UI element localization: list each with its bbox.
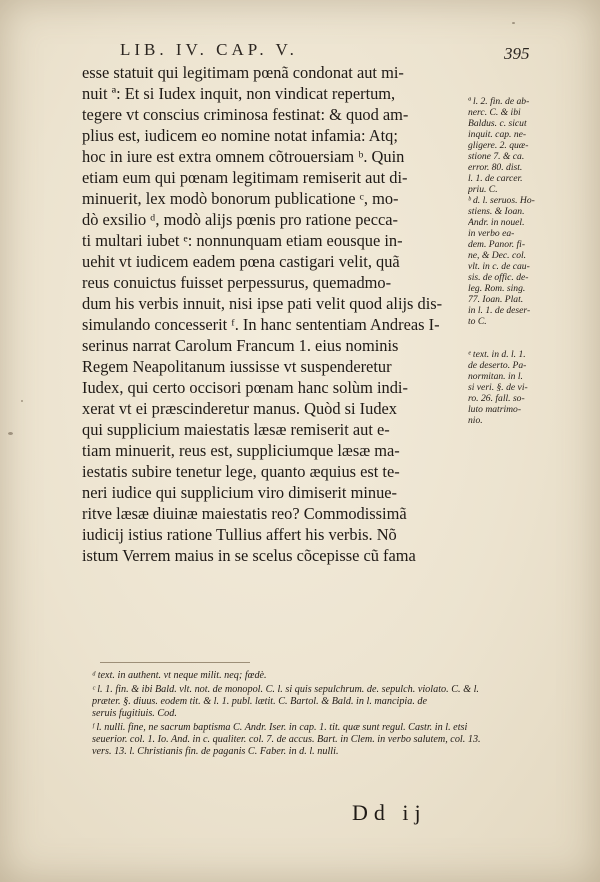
footnotes-block	[92, 670, 552, 758]
margin-note-line: stione 7. & ca.	[468, 151, 525, 162]
text-line: nuit ª: Et si Iudex inquit, non vindicat repertum,	[82, 84, 396, 103]
text-line: ritve læsæ diuinæ maiestatis reo? Commodissimã	[82, 504, 407, 523]
footnote-divider	[100, 662, 250, 663]
running-head: LIB. IV. CAP. V.	[120, 40, 298, 59]
text-line: simulando concesserit ᶠ. In hanc sententiam Andreas I-	[82, 315, 440, 334]
page-number: 395	[504, 44, 530, 63]
margin-note-line: nerc. C. & ibi	[468, 107, 521, 118]
text-line: dò exsilio ᵈ, modò alijs pœnis pro ratione pecca-	[82, 210, 398, 229]
margin-note-line: gligere. 2. quæ-	[468, 140, 529, 151]
margin-note-line	[468, 338, 568, 349]
margin-note-line: ne, & Dec. col.	[468, 250, 527, 261]
margin-note-line: ro. 26. fall. so-	[468, 393, 525, 404]
footnote-line: ᶠ l. nulli. fine, ne sacrum baptisma C. Andr. Iser. in cap. 1. tit. quæ sunt regul. Castr. in l. etsi	[92, 722, 468, 733]
margin-note-line: nio.	[468, 415, 483, 426]
text-line: iudicij istius ratione Tullius affert his verbis. Nõ	[82, 525, 397, 544]
margin-note-line: normitan. in l.	[468, 371, 523, 382]
margin-note-line: in l. 1. de deser-	[468, 305, 531, 316]
text-line: Regem Neapolitanum iussisse vt suspenderetur	[82, 357, 392, 376]
margin-note-line: Andr. in nouel.	[468, 217, 525, 228]
text-line: esse statuit qui legitimam pœnã condonat aut mi-	[82, 63, 404, 82]
main-text-block	[82, 62, 470, 566]
paper-speck	[21, 400, 23, 402]
text-line: qui supplicium maiestatis læsæ remiserit aut e-	[82, 420, 390, 439]
margin-note-line: error. 80. dist.	[468, 162, 523, 173]
margin-note-line: 77. Ioan. Plat.	[468, 294, 524, 305]
text-line: neri iudice qui supplicium viro dimiserit minue-	[82, 483, 398, 502]
text-line: dum his verbis innuit, nisi ipse pati velit quod alijs dis-	[82, 294, 443, 313]
margin-note-line: de deserto. Pa-	[468, 360, 527, 371]
footnote-line: ᵈ text. in authent. vt neque milit. neq; fœdè.	[92, 670, 267, 681]
margin-note-line	[468, 327, 568, 338]
margin-note-line: to C.	[468, 316, 487, 327]
margin-note-line: ª l. 2. fin. de ab-	[468, 96, 530, 107]
margin-note-line: dem. Panor. fi-	[468, 239, 526, 250]
margin-note-line: stiens. & Ioan.	[468, 206, 525, 217]
margin-note-line: ᵉ text. in d. l. 1.	[468, 349, 526, 360]
margin-note-line: inquit. cap. ne-	[468, 129, 527, 140]
margin-note-line: vlt. in c. de cau-	[468, 261, 530, 272]
text-line: Iudex, qui certo occisori pœnam hanc solùm indi-	[82, 378, 408, 397]
text-line: xerat vt ei præscinderetur manus. Quòd si Iudex	[82, 399, 397, 418]
footnote-line: seruis fugitiuis. Cod.	[92, 708, 177, 719]
text-line: reus conuictus fuisset perpessurus, quemadmo-	[82, 273, 392, 292]
paper-speck	[512, 22, 515, 24]
text-line: etiam eum qui pœnam legitimam remiserit aut di-	[82, 168, 408, 187]
footnote-line: seuerior. col. 1. Io. And. in c. qualiter. col. 7. de accus. Bart. in Clem. in verbo salutem, col. 13.	[92, 734, 481, 745]
footnote-line: ᶜ l. 1. fin. & ibi Bald. vlt. not. de monopol. C. l. si quis sepulchrum. de. sepulch. violato. C. & l.	[92, 684, 479, 695]
margin-note-line: luto matrimo-	[468, 404, 522, 415]
text-line: iestatis subire tenetur lege, quanto æquius est te-	[82, 462, 400, 481]
footnote-line: præter. §. diuus. eodem tit. & l. 1. publ. lætit. C. Bartol. & Bald. in l. mancipia. de	[92, 696, 428, 707]
margin-note-line: leg. Rom. sing.	[468, 283, 526, 294]
margin-note-line: ᵇ d. l. seruos. Ho-	[468, 195, 535, 206]
text-line: tegere vt conscius criminosa festinat: & quod am-	[82, 105, 409, 124]
margin-note-line: l. 1. de carcer.	[468, 173, 523, 184]
text-line: serinus narrat Carolum Francum 1. eius nominis	[82, 336, 399, 355]
margin-note-line: Baldus. c. sicut	[468, 118, 527, 129]
text-line: ti multari iubet ᵉ: nonnunquam etiam eousque in-	[82, 231, 403, 250]
paper-speck	[8, 432, 13, 435]
margin-note-line: priu. C.	[468, 184, 498, 195]
margin-note-line: in verbo ea-	[468, 228, 515, 239]
marginal-notes	[468, 96, 568, 426]
text-line: tiam minuerit, reus est, suppliciumque læsæ ma-	[82, 441, 400, 460]
signature-mark: Dd ij	[352, 800, 427, 825]
text-line: minuerit, lex modò bonorum publicatione ᶜ, mo-	[82, 189, 399, 208]
margin-note-line: si veri. §. de vi-	[468, 382, 528, 393]
text-line: istum Verrem maius in se scelus cõcepisse cũ fama	[82, 546, 416, 565]
text-line: hoc in iure est extra omnem cõtrouersiam ᵇ. Quin	[82, 147, 405, 166]
footnote-line: vers. 13. l. Christianis fin. de paganis C. Faber. in d. l. nulli.	[92, 746, 339, 757]
text-line: plius est, iudicem eo nomine notat infamia: Atq;	[82, 126, 398, 145]
text-line: uehit vt iudicem eadem pœna castigari velit, quã	[82, 252, 400, 271]
margin-note-line: sis. de offic. de-	[468, 272, 529, 283]
